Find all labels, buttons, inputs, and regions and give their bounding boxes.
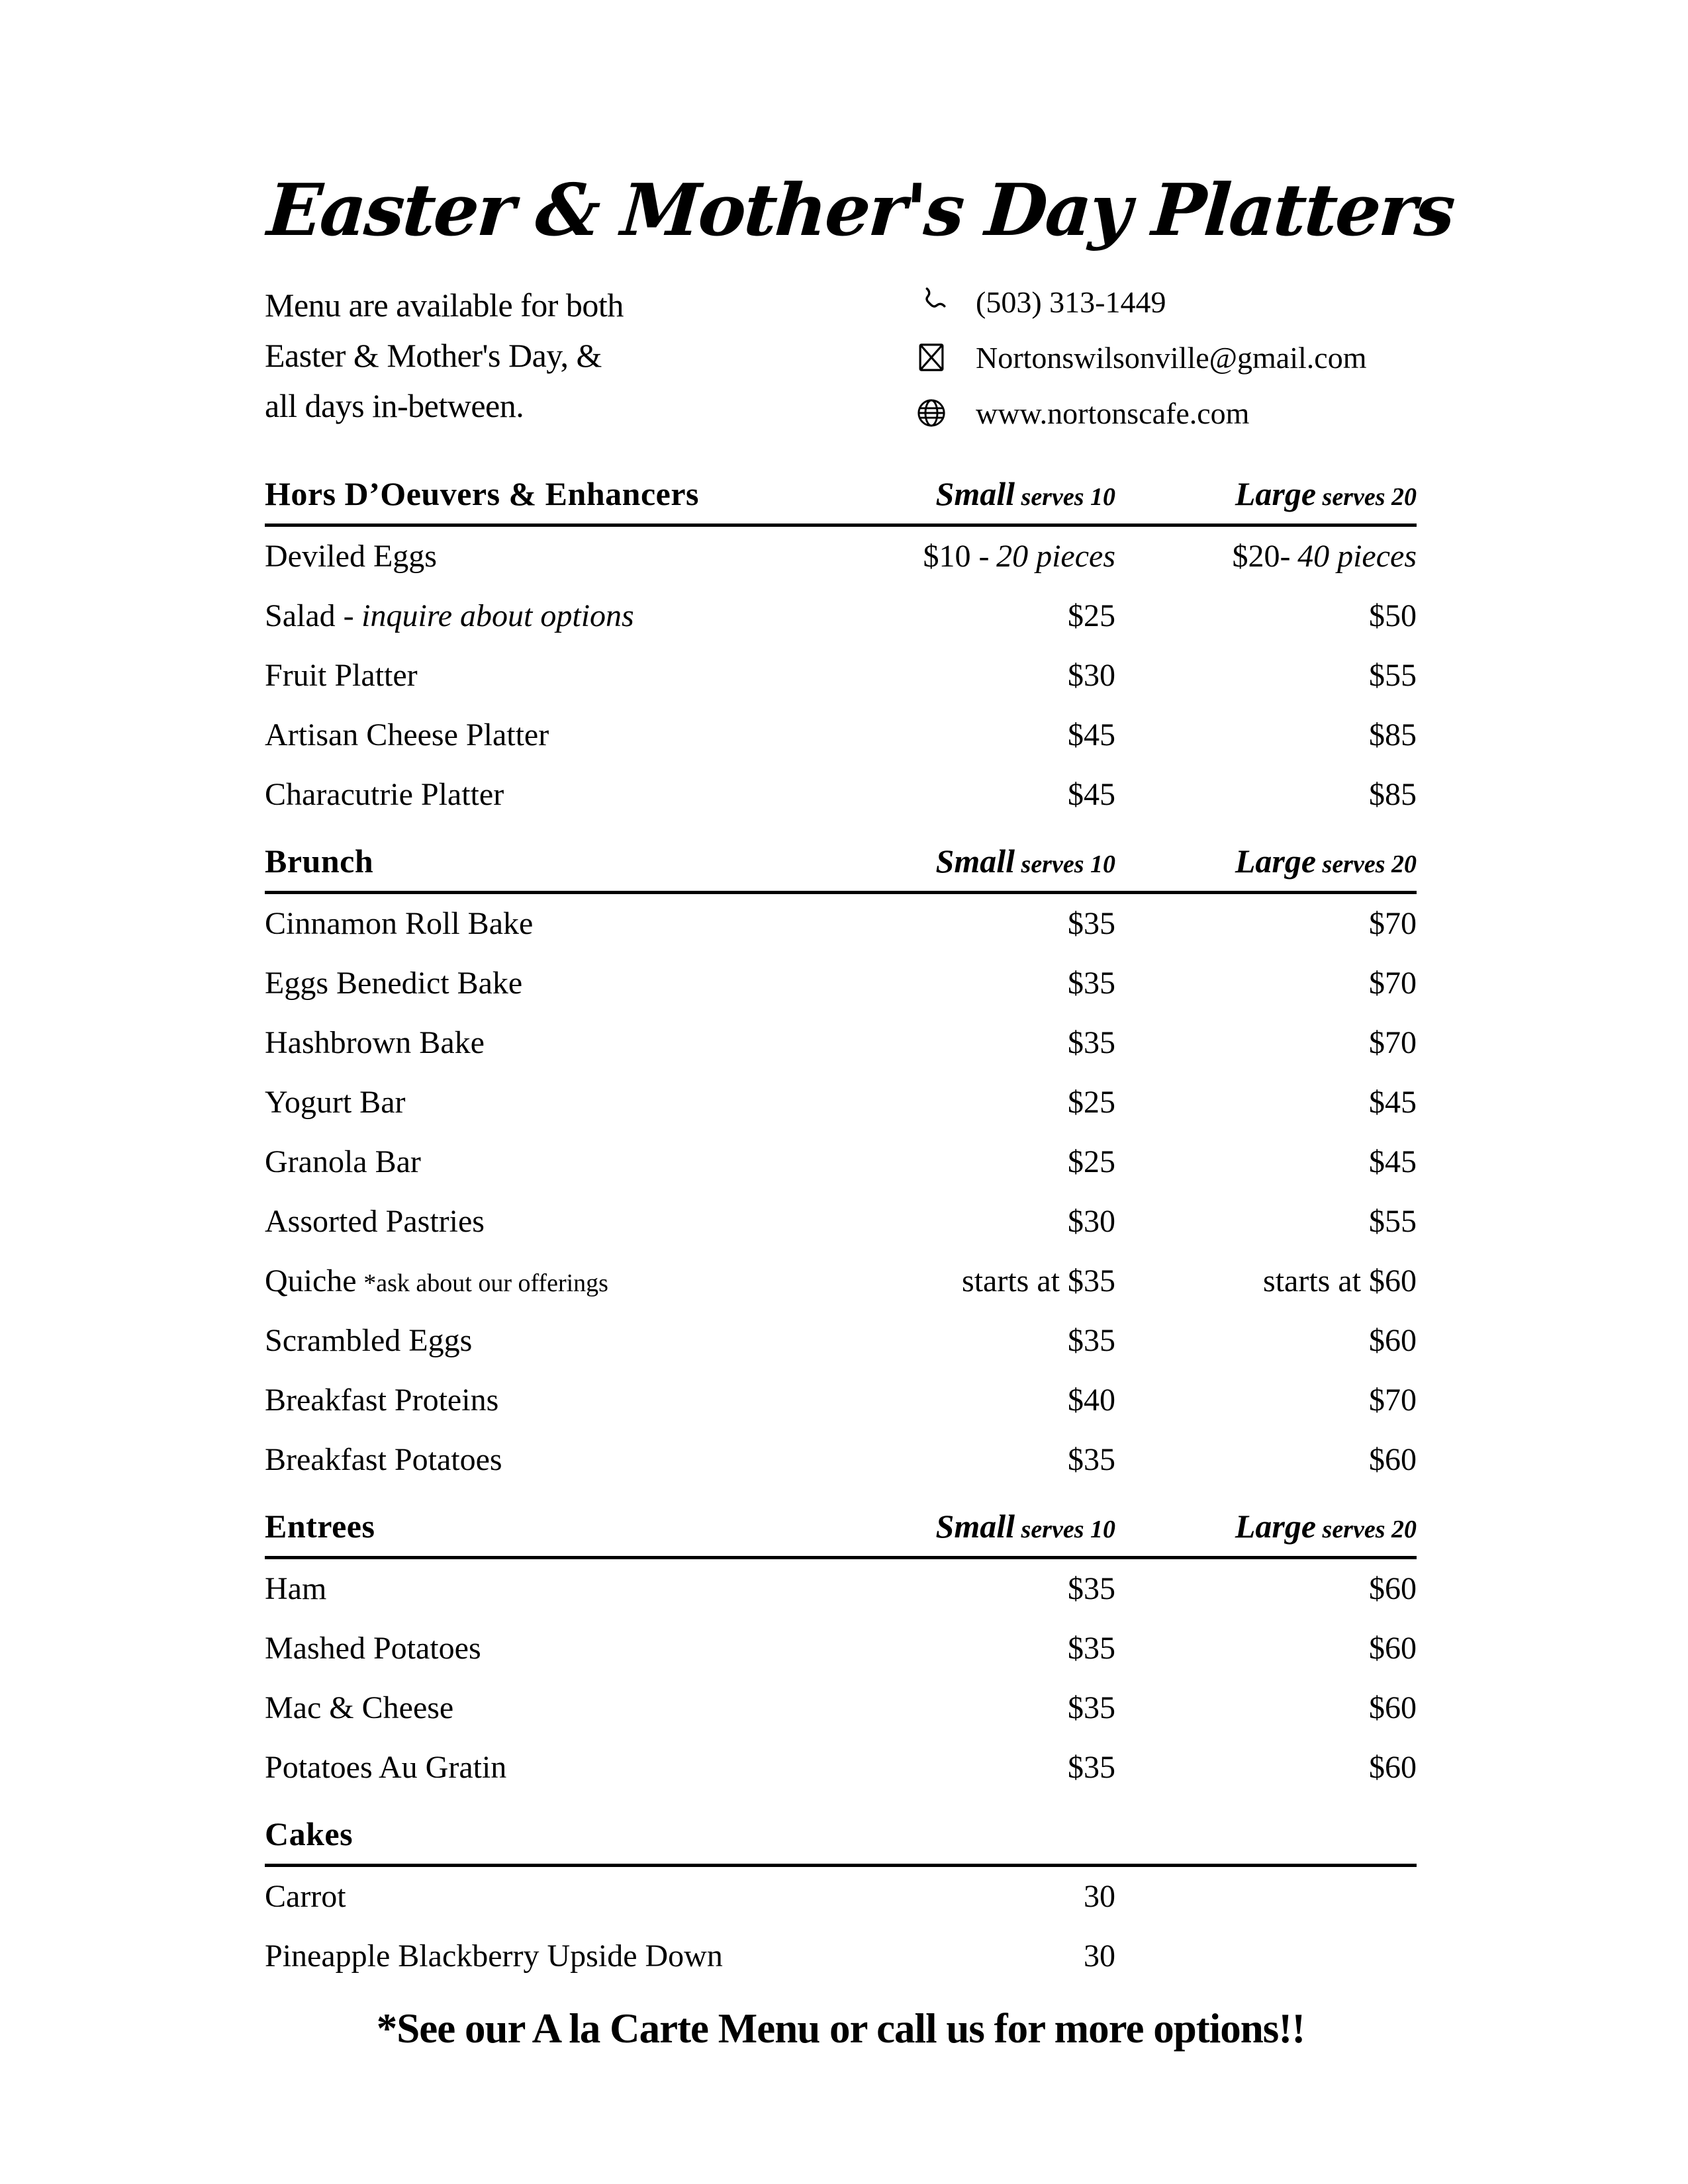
intro-line: Easter & Mother's Day, & <box>265 337 602 374</box>
price-small: $35 <box>1068 1323 1115 1358</box>
price-small: $45 <box>1068 777 1115 812</box>
section-header-brunch <box>265 825 1417 894</box>
menu-item-row <box>265 646 1417 705</box>
menu-item-row <box>265 1192 1417 1251</box>
section-header-entrees <box>265 1490 1417 1559</box>
price-small: $45 <box>1068 717 1115 752</box>
section-header-cakes <box>265 1797 1417 1867</box>
menu-item-row <box>265 586 1417 646</box>
price-large: $60 <box>1369 1631 1417 1666</box>
item-name: Cinnamon Roll Bake <box>265 906 534 941</box>
menu-item-row <box>265 1738 1417 1797</box>
price-large: $55 <box>1369 658 1417 693</box>
column-header-small: Small serves 10 <box>935 1508 1115 1545</box>
contact-phone: (503) 313-1449 <box>976 285 1166 319</box>
price-large: $60 <box>1369 1323 1417 1358</box>
menu-item-row <box>265 1927 1417 1986</box>
menu-item-row <box>265 1132 1417 1192</box>
section-title: Cakes <box>265 1815 353 1852</box>
menu-item-row <box>265 705 1417 765</box>
item-name: Mashed Potatoes <box>265 1631 481 1666</box>
menu-item-row <box>265 1013 1417 1073</box>
item-name: Characutrie Platter <box>265 777 504 812</box>
item-name: Granola Bar <box>265 1144 421 1179</box>
item-name: Eggs Benedict Bake <box>265 966 523 1001</box>
menu-item-row <box>265 1371 1417 1430</box>
price-large: $85 <box>1369 777 1417 812</box>
item-name: Hashbrown Bake <box>265 1025 485 1060</box>
price-small: $35 <box>1068 1690 1115 1725</box>
menu-item-row <box>265 1311 1417 1371</box>
contact-phone-row <box>914 284 1417 320</box>
menu-item-row <box>265 1678 1417 1738</box>
price-large: $70 <box>1369 1025 1417 1060</box>
intro-text <box>265 280 624 431</box>
contact-email-row <box>914 340 1417 375</box>
price-small: $30 <box>1068 1204 1115 1239</box>
price-large: $70 <box>1369 1383 1417 1418</box>
price-small: starts at $35 <box>962 1263 1115 1298</box>
intro-line: Menu are available for both <box>265 287 624 324</box>
menu-item-row <box>265 1430 1417 1490</box>
page-title: Easter & Mother's Day Platters <box>265 169 1456 252</box>
intro-contact-row <box>265 280 1417 431</box>
item-name: Deviled Eggs <box>265 539 437 574</box>
item-name: Ham <box>265 1571 327 1606</box>
phone-icon <box>914 284 949 320</box>
price-small: $35 <box>1068 1571 1115 1606</box>
price-large: $70 <box>1369 966 1417 1001</box>
item-name: Breakfast Proteins <box>265 1383 499 1418</box>
price-large: $60 <box>1369 1571 1417 1606</box>
item-name: Mac & Cheese <box>265 1690 454 1725</box>
column-header-small: Small serves 10 <box>935 475 1115 512</box>
price-large: $85 <box>1369 717 1417 752</box>
item-name: Salad - inquire about options <box>265 598 634 633</box>
item-name: Yogurt Bar <box>265 1085 406 1120</box>
price-large: starts at $60 <box>1263 1263 1417 1298</box>
contact-website: www.nortonscafe.com <box>976 396 1250 430</box>
menu-item-row <box>265 1073 1417 1132</box>
menu-item-row <box>265 527 1417 586</box>
price-large: $70 <box>1369 906 1417 941</box>
price-small: 30 <box>1084 1879 1115 1914</box>
column-header-large: Large serves 20 <box>1235 842 1417 880</box>
menu-content <box>265 169 1456 2053</box>
price-small: $25 <box>1068 1085 1115 1120</box>
column-header-large: Large serves 20 <box>1235 475 1417 512</box>
section-header-hors-doeuvers <box>265 457 1417 527</box>
intro-line: all days in-between. <box>265 387 524 424</box>
section-title: Hors D’Oeuvers & Enhancers <box>265 475 699 512</box>
menu-item-row <box>265 1251 1417 1311</box>
price-large: $60 <box>1369 1442 1417 1477</box>
price-small: $40 <box>1068 1383 1115 1418</box>
price-small: $35 <box>1068 1750 1115 1785</box>
price-small: $25 <box>1068 598 1115 633</box>
globe-icon <box>914 395 949 431</box>
price-small: $35 <box>1068 1025 1115 1060</box>
price-small: $10 - 20 pieces <box>923 539 1115 574</box>
item-name: Quiche *ask about our offerings <box>265 1263 608 1298</box>
item-name: Scrambled Eggs <box>265 1323 473 1358</box>
item-name: Potatoes Au Gratin <box>265 1750 507 1785</box>
column-header-large: Large serves 20 <box>1235 1508 1417 1545</box>
menu-item-row <box>265 1867 1417 1927</box>
price-large: $45 <box>1369 1085 1417 1120</box>
price-large: $55 <box>1369 1204 1417 1239</box>
menu-item-row <box>265 1619 1417 1678</box>
menu-item-row <box>265 894 1417 954</box>
price-large: $60 <box>1369 1750 1417 1785</box>
menu-item-row <box>265 765 1417 825</box>
item-name: Fruit Platter <box>265 658 418 693</box>
menu-table <box>265 457 1417 1986</box>
price-large: $60 <box>1369 1690 1417 1725</box>
menu-item-row <box>265 954 1417 1013</box>
section-title: Entrees <box>265 1508 375 1545</box>
column-header-small: Small serves 10 <box>935 842 1115 880</box>
envelope-icon <box>914 340 949 375</box>
item-name: Pineapple Blackberry Upside Down <box>265 1938 723 1974</box>
menu-item-row <box>265 1559 1417 1619</box>
price-small: $25 <box>1068 1144 1115 1179</box>
contact-email: Nortonswilsonville@gmail.com <box>976 340 1367 375</box>
item-name: Carrot <box>265 1879 346 1914</box>
price-small: $35 <box>1068 1442 1115 1477</box>
item-name: Assorted Pastries <box>265 1204 485 1239</box>
contact-block <box>914 280 1417 431</box>
footer-note: *See our A la Carte Menu or call us for more options!! <box>376 2005 1305 2052</box>
price-small: $35 <box>1068 966 1115 1001</box>
price-large: $20- 40 pieces <box>1232 539 1417 574</box>
price-small: $30 <box>1068 658 1115 693</box>
section-title: Brunch <box>265 842 374 880</box>
price-small: $35 <box>1068 906 1115 941</box>
price-small: $35 <box>1068 1631 1115 1666</box>
contact-website-row <box>914 395 1417 431</box>
item-name: Breakfast Potatoes <box>265 1442 502 1477</box>
item-name: Artisan Cheese Platter <box>265 717 549 752</box>
price-large: $45 <box>1369 1144 1417 1179</box>
price-small: 30 <box>1084 1938 1115 1974</box>
price-large: $50 <box>1369 598 1417 633</box>
